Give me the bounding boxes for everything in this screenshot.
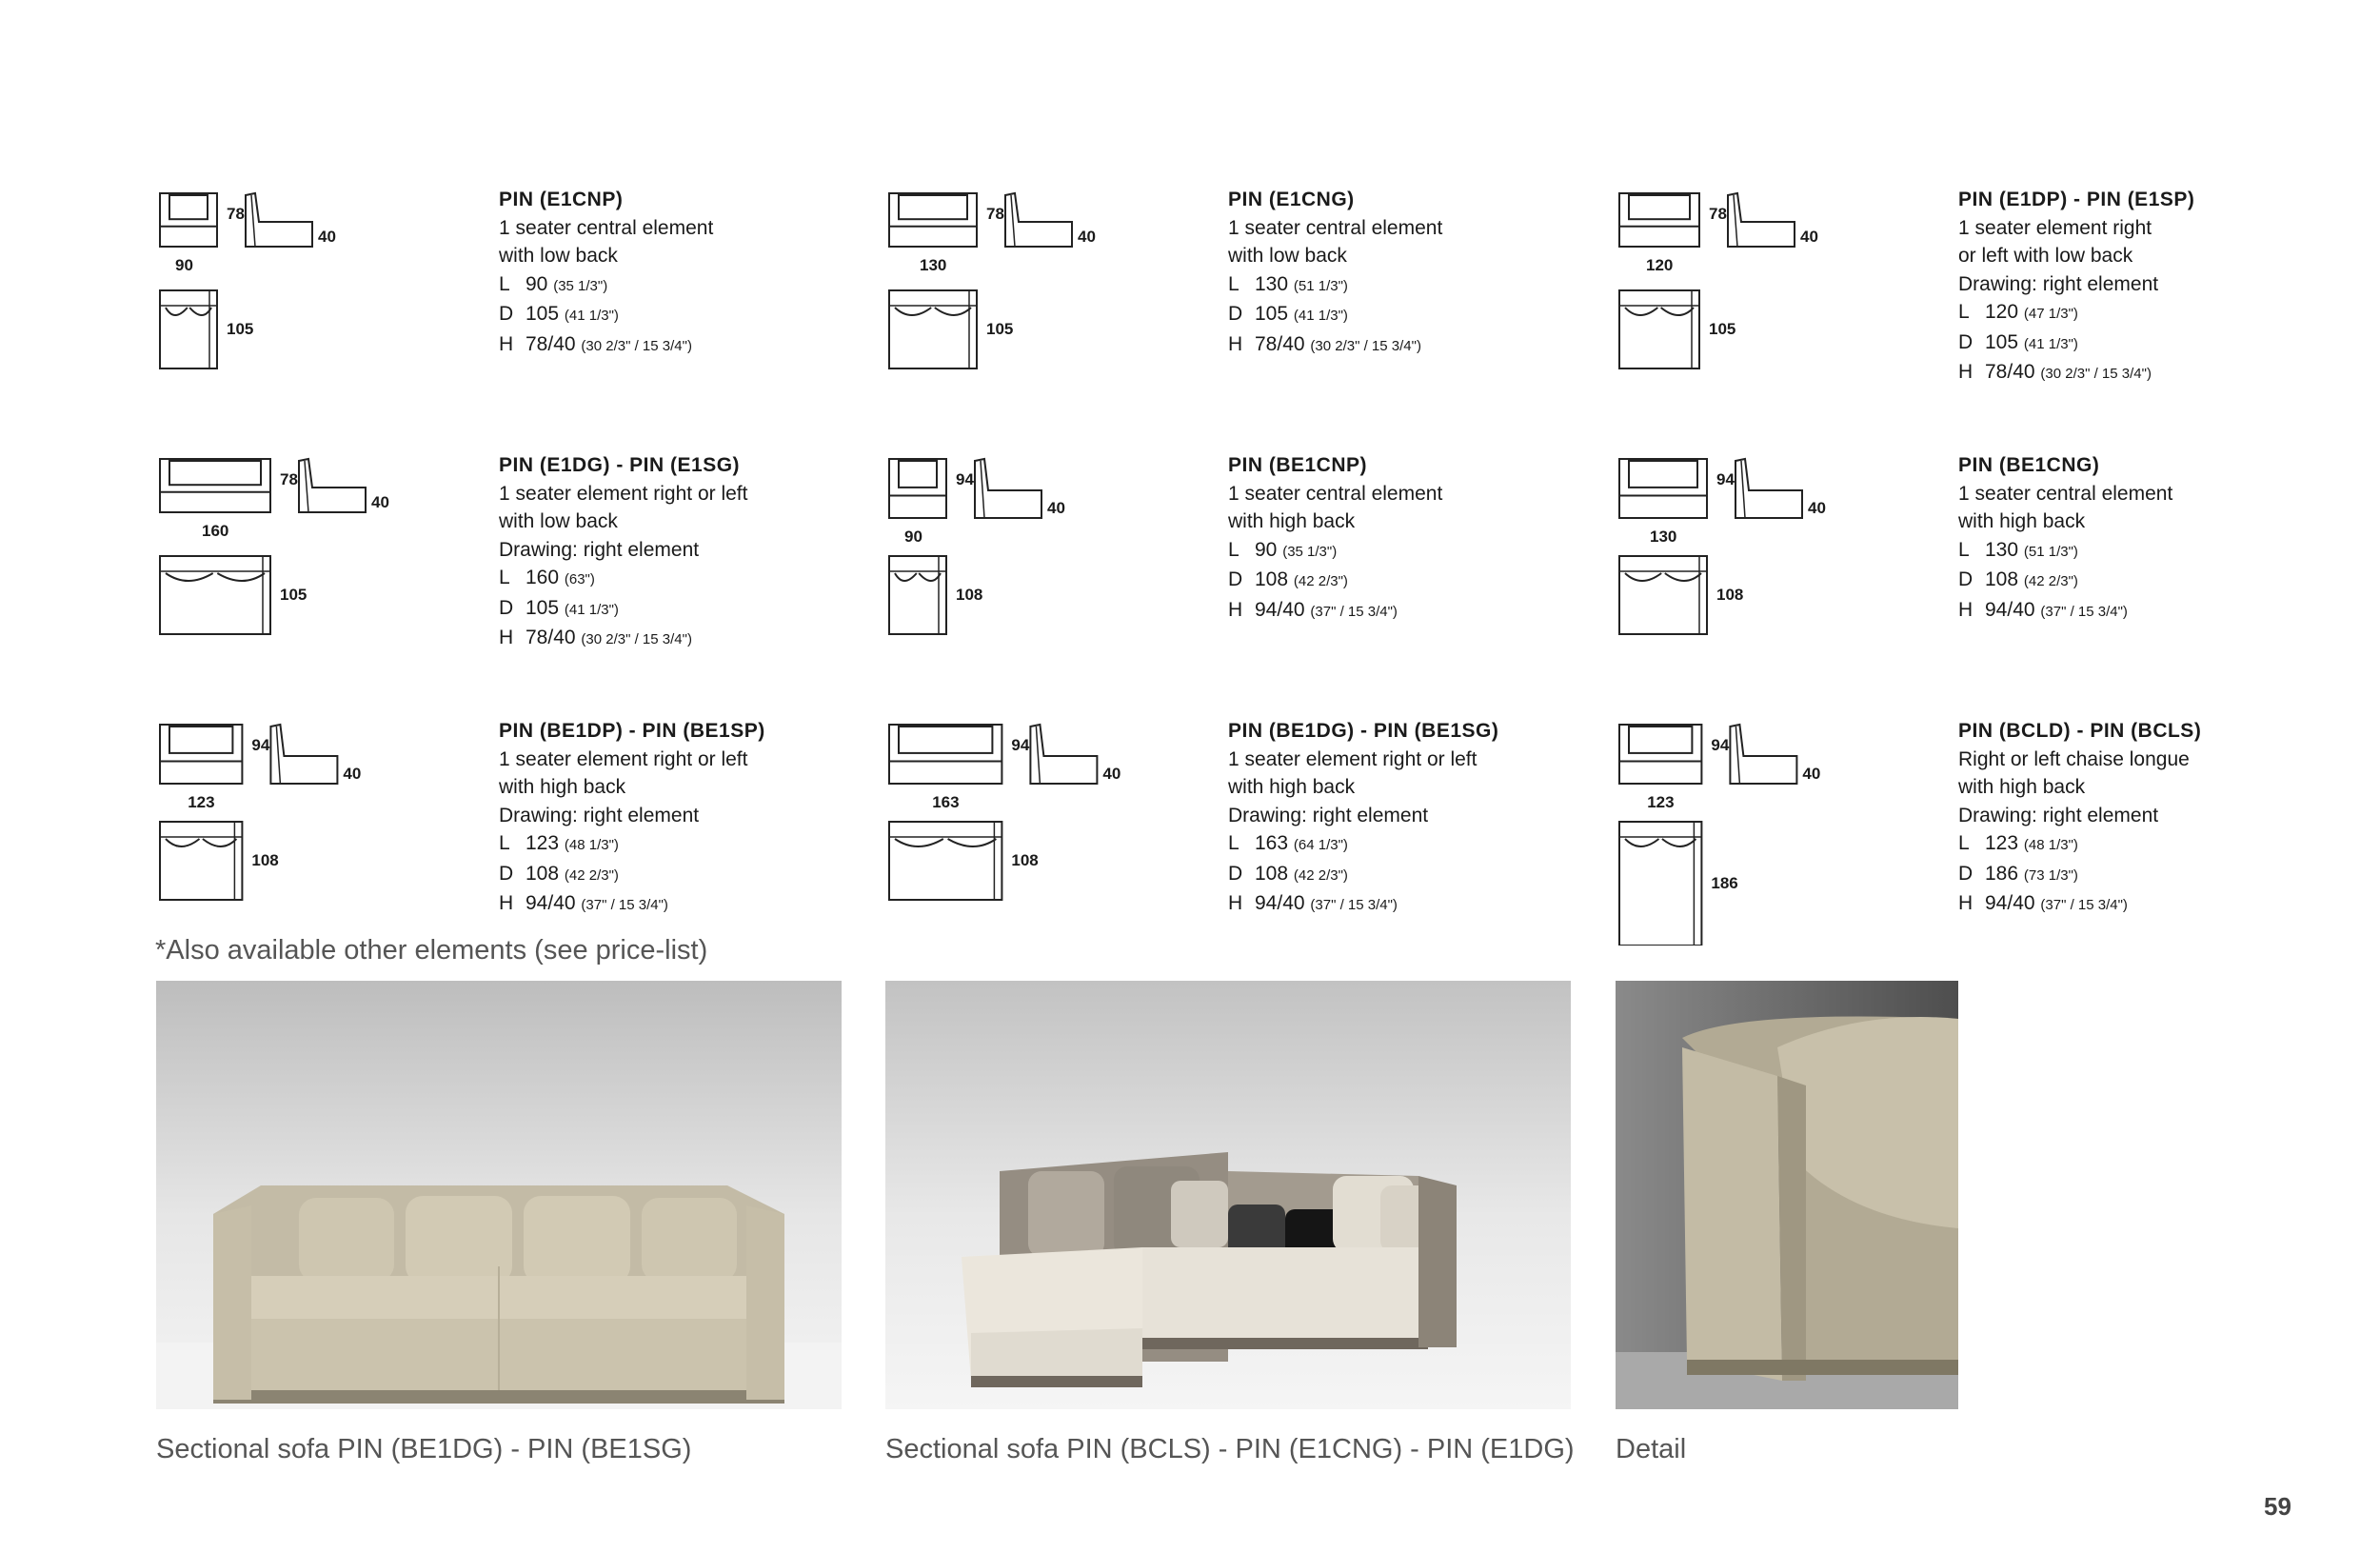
dimension-key: L: [1228, 272, 1240, 295]
dimension-inches: (30 2/3" / 15 3/4"): [2040, 366, 2152, 382]
dimension-row: [1958, 329, 2339, 359]
dimension-inches: (41 1/3"): [564, 308, 619, 324]
dimension-label: 108: [1716, 586, 1744, 604]
dimension-key: D: [1228, 303, 1243, 325]
dimension-label: 105: [986, 320, 1014, 338]
dimension-row: [1958, 358, 2339, 388]
dimension-value: 94/40: [1985, 892, 2041, 914]
dimension-label: 163: [932, 793, 960, 811]
element-code: PIN (BE1DP) - PIN (BE1SP): [499, 720, 765, 742]
element-code: PIN (BE1CNG): [1958, 454, 2100, 476]
dimension-label: 94: [1716, 470, 1735, 488]
dimension-label: 78: [1709, 205, 1727, 223]
dimension-inches: (41 1/3"): [2023, 335, 2078, 352]
sofa-drawing: [1616, 451, 1958, 680]
dimension-value: 94/40: [526, 892, 582, 914]
element-description: [1958, 186, 2339, 388]
dimension-inches: (48 1/3"): [564, 837, 619, 853]
dimension-label: 186: [1711, 874, 1738, 892]
element-item: [885, 186, 1609, 414]
dimension-label: 105: [227, 320, 254, 338]
description-line: with low back: [499, 245, 618, 267]
dimension-row: [499, 624, 880, 654]
sofa-drawing: [1616, 717, 1958, 946]
element-item: [885, 451, 1609, 680]
element-code: PIN (BE1CNP): [1228, 454, 1368, 476]
dimension-row: [499, 330, 880, 361]
dimension-key: H: [1228, 332, 1243, 355]
element-code: PIN (E1DP) - PIN (E1SP): [1958, 189, 2195, 210]
dimension-key: D: [1958, 330, 1973, 353]
element-code: PIN (E1CNG): [1228, 189, 1355, 210]
dimension-label: 108: [956, 586, 983, 604]
dimension-value: 108: [1255, 568, 1294, 590]
dimension-label: 123: [1647, 793, 1675, 811]
dimension-inches: (37" / 15 3/4"): [2040, 897, 2128, 913]
element-item: [1616, 717, 2339, 946]
description-line: Drawing: right element: [499, 538, 700, 561]
description-line: with high back: [499, 776, 626, 798]
dimension-label: 90: [175, 256, 193, 274]
dimension-label: 94: [251, 736, 270, 754]
element-description: [499, 451, 880, 654]
description-line: with high back: [1228, 776, 1356, 798]
dimension-value: 123: [526, 832, 565, 854]
element-item: [156, 186, 880, 414]
element-description: [1958, 717, 2339, 920]
dimension-inches: (42 2/3"): [2023, 573, 2078, 589]
dimension-key: D: [1228, 862, 1243, 885]
dimension-value: 90: [526, 272, 554, 295]
description-line: or left with low back: [1958, 245, 2133, 267]
dimension-label: 40: [1102, 765, 1121, 783]
dimension-label: 160: [202, 522, 229, 540]
dimension-inches: (37" / 15 3/4"): [2040, 603, 2128, 620]
description-line: Drawing: right element: [499, 804, 700, 826]
dimension-value: 94/40: [1985, 598, 2041, 621]
technical-drawing: [1616, 451, 1958, 680]
sofa-drawing: [156, 186, 499, 414]
description-line: 1 seater element right or left: [1228, 747, 1478, 770]
dimension-value: 105: [526, 303, 565, 325]
dimension-inches: (35 1/3"): [553, 277, 608, 294]
dimension-key: L: [499, 832, 510, 854]
element-item: [156, 451, 880, 680]
description-line: Drawing: right element: [1958, 272, 2159, 295]
dimension-value: 163: [1255, 832, 1294, 854]
description-line: with high back: [1228, 510, 1356, 532]
description-line: 1 seater central element: [499, 216, 714, 239]
dimension-key: D: [499, 596, 514, 619]
dimension-value: 90: [1255, 538, 1283, 561]
page-number: 59: [2264, 1492, 2291, 1521]
dimension-row: [1228, 330, 1609, 361]
dimension-inches: (63"): [564, 571, 595, 587]
description-line: 1 seater central element: [1228, 216, 1443, 239]
dimension-row: [1958, 829, 2339, 860]
dimension-label: 123: [188, 793, 215, 811]
dimension-value: 120: [1985, 301, 2024, 323]
sofa-drawing: [885, 717, 1228, 946]
dimension-row: [1228, 596, 1609, 627]
dimension-inches: (48 1/3"): [2023, 837, 2078, 853]
dimension-inches: (42 2/3"): [1293, 866, 1348, 884]
dimension-label: 94: [1011, 736, 1030, 754]
dimension-inches: (30 2/3" / 15 3/4"): [581, 631, 692, 647]
dimension-key: L: [499, 272, 510, 295]
dimension-label: 105: [280, 586, 307, 604]
dimension-key: D: [1958, 862, 1973, 885]
element-item: [1616, 451, 2339, 680]
dimension-row: [1228, 300, 1609, 330]
dimension-key: L: [499, 567, 510, 588]
description-line: with high back: [1958, 776, 2086, 798]
technical-drawing: [156, 717, 499, 946]
dimension-row: [1228, 270, 1609, 301]
dimension-value: 105: [1985, 330, 2024, 353]
element-code: PIN (E1DG) - PIN (E1SG): [499, 454, 741, 476]
dimension-value: 108: [526, 862, 565, 885]
dimension-label: 108: [251, 851, 279, 869]
dimension-label: 40: [1800, 228, 1818, 246]
dimension-row: [499, 829, 880, 860]
dimension-value: 123: [1985, 832, 2024, 854]
dimension-value: 78/40: [1255, 332, 1311, 355]
description-line: 1 seater element right or left: [499, 747, 748, 770]
availability-note: *Also available other elements (see price-list): [155, 935, 708, 966]
dimension-label: 78: [280, 470, 298, 488]
description-line: 1 seater element right: [1958, 216, 2152, 239]
photo-caption-2: Sectional sofa PIN (BCLS) - PIN (E1CNG) - PIN (E1DG): [885, 1434, 1575, 1464]
photo-caption-3: Detail: [1616, 1434, 1687, 1464]
dimension-key: H: [1958, 892, 1973, 914]
dimension-inches: (30 2/3" / 15 3/4"): [1310, 337, 1421, 354]
dimension-row: [499, 564, 880, 594]
dimension-row: [1958, 298, 2339, 329]
element-code: PIN (BE1DG) - PIN (BE1SG): [1228, 720, 1499, 742]
dimension-row: [1228, 829, 1609, 860]
dimension-inches: (37" / 15 3/4"): [581, 897, 668, 913]
description-line: 1 seater central element: [1228, 482, 1443, 505]
technical-drawing: [156, 186, 499, 414]
dimension-inches: (64 1/3"): [1293, 837, 1348, 853]
dimension-value: 105: [526, 596, 565, 619]
element-description: [499, 717, 880, 920]
element-description: [1228, 717, 1609, 920]
technical-drawing: [1616, 717, 1958, 946]
element-item: [156, 717, 880, 946]
dimension-row: [1228, 536, 1609, 567]
dimension-key: H: [1958, 361, 1973, 383]
dimension-value: 78/40: [526, 627, 582, 648]
dimension-row: [1958, 596, 2339, 627]
dimension-key: D: [1228, 568, 1243, 590]
dimension-value: 108: [1255, 862, 1294, 885]
dimension-label: 40: [371, 493, 389, 511]
dimension-key: H: [1228, 892, 1243, 914]
dimension-label: 40: [1047, 499, 1065, 517]
dimension-key: H: [499, 892, 514, 914]
dimension-inches: (30 2/3" / 15 3/4"): [581, 337, 692, 354]
element-description: [1228, 186, 1609, 360]
dimension-label: 78: [227, 205, 245, 223]
element-code: PIN (BCLD) - PIN (BCLS): [1958, 720, 2202, 742]
element-code: PIN (E1CNP): [499, 189, 624, 210]
dimension-label: 40: [1078, 228, 1096, 246]
dimension-label: 40: [343, 765, 362, 783]
description-line: Drawing: right element: [1228, 804, 1429, 826]
technical-drawing: [885, 186, 1228, 414]
dimension-row: [1958, 889, 2339, 920]
dimension-value: 186: [1985, 862, 2024, 885]
sofa-drawing: [1616, 186, 1958, 414]
technical-drawing: [1616, 186, 1958, 414]
dimension-inches: (35 1/3"): [1282, 543, 1338, 560]
dimension-value: 94/40: [1255, 892, 1311, 914]
description-line: Right or left chaise longue: [1958, 747, 2190, 770]
description-line: with low back: [1228, 245, 1347, 267]
element-description: [499, 186, 880, 360]
dimension-key: D: [499, 862, 514, 885]
dimension-key: H: [1958, 598, 1973, 621]
dimension-inches: (47 1/3"): [2023, 306, 2078, 322]
dimension-key: H: [499, 627, 514, 648]
dimension-label: 40: [1808, 499, 1826, 517]
dimension-label: 130: [920, 256, 947, 274]
technical-drawing: [885, 717, 1228, 946]
dimension-inches: (41 1/3"): [564, 601, 619, 618]
dimension-label: 94: [1711, 736, 1730, 754]
photo-detail: [1616, 981, 1958, 1409]
dimension-value: 105: [1255, 303, 1294, 325]
dimension-key: L: [1228, 538, 1240, 561]
dimension-row: [1958, 536, 2339, 567]
element-description: [1958, 451, 2339, 626]
dimension-row: [499, 889, 880, 920]
description-line: 1 seater element right or left: [499, 482, 748, 505]
photo-sectional-sofa-1: [156, 981, 842, 1409]
dimension-value: 94/40: [1255, 598, 1311, 621]
dimension-key: L: [1958, 538, 1970, 561]
sofa-drawing: [885, 451, 1228, 680]
dimension-key: L: [1958, 832, 1970, 854]
technical-drawing: [885, 451, 1228, 680]
dimension-label: 108: [1011, 851, 1039, 869]
dimension-row: [1958, 566, 2339, 596]
sofa-drawing: [156, 451, 499, 680]
sofa-drawing: [156, 717, 499, 946]
dimension-row: [499, 860, 880, 890]
dimension-value: 160: [526, 567, 565, 588]
dimension-inches: (51 1/3"): [1293, 277, 1348, 294]
dimension-label: 78: [986, 205, 1004, 223]
dimension-value: 108: [1985, 568, 2024, 590]
element-description: [1228, 451, 1609, 626]
dimension-label: 90: [904, 528, 922, 546]
dimension-value: 130: [1985, 538, 2024, 561]
dimension-inches: (73 1/3"): [2023, 866, 2078, 884]
dimension-inches: (42 2/3"): [564, 866, 619, 884]
dimension-row: [1958, 860, 2339, 890]
dimension-inches: (37" / 15 3/4"): [1310, 603, 1398, 620]
dimension-key: L: [1228, 832, 1240, 854]
dimension-row: [499, 300, 880, 330]
dimension-label: 40: [1802, 765, 1821, 783]
element-item: [885, 717, 1609, 946]
dimension-row: [499, 270, 880, 301]
photo-caption-1: Sectional sofa PIN (BE1DG) - PIN (BE1SG): [156, 1434, 692, 1464]
dimension-key: H: [499, 332, 514, 355]
description-line: 1 seater central element: [1958, 482, 2173, 505]
dimension-value: 130: [1255, 272, 1294, 295]
dimension-label: 94: [956, 470, 974, 488]
dimension-inches: (42 2/3"): [1293, 573, 1348, 589]
dimension-label: 105: [1709, 320, 1736, 338]
dimension-inches: (37" / 15 3/4"): [1310, 897, 1398, 913]
technical-drawing: [156, 451, 499, 680]
element-item: [1616, 186, 2339, 414]
dimension-row: [499, 594, 880, 625]
dimension-value: 78/40: [1985, 361, 2041, 383]
dimension-value: 78/40: [526, 332, 582, 355]
dimension-inches: (41 1/3"): [1293, 308, 1348, 324]
dimension-label: 40: [318, 228, 336, 246]
description-line: with low back: [499, 510, 618, 532]
sofa-drawing: [885, 186, 1228, 414]
dimension-label: 120: [1646, 256, 1674, 274]
description-line: Drawing: right element: [1958, 804, 2159, 826]
dimension-key: D: [499, 303, 514, 325]
dimension-row: [1228, 566, 1609, 596]
photo-sectional-sofa-2: [885, 981, 1571, 1409]
dimension-inches: (51 1/3"): [2023, 543, 2078, 560]
dimension-label: 130: [1650, 528, 1677, 546]
description-line: with high back: [1958, 510, 2086, 532]
dimension-key: H: [1228, 598, 1243, 621]
dimension-row: [1228, 860, 1609, 890]
dimension-key: L: [1958, 301, 1970, 323]
dimension-row: [1228, 889, 1609, 920]
dimension-key: D: [1958, 568, 1973, 590]
